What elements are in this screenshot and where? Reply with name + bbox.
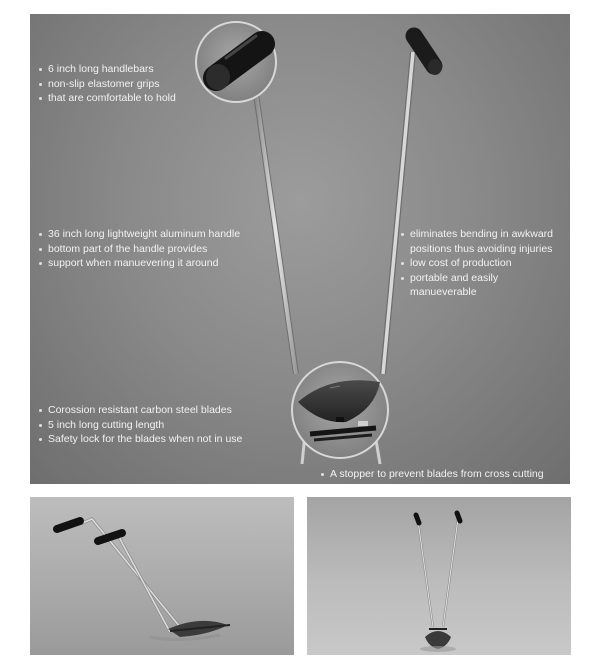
blades-callout-line: 5 inch long cutting length (38, 418, 242, 433)
blades-callout-line: Safety lock for the blades when not in use (38, 432, 242, 447)
handlebars-callout-line: 6 inch long handlebars (38, 62, 176, 77)
front-view-render (307, 497, 571, 655)
side-view-render (30, 497, 294, 655)
handle-callout (38, 227, 240, 271)
left-handle-rod (256, 94, 296, 374)
side-view-illustration (30, 497, 294, 655)
right-grip (414, 36, 442, 75)
handle-callout-line: 36 inch long lightweight aluminum handle (38, 227, 240, 242)
stopper-callout-line: A stopper to prevent blades from cross cutting (320, 467, 544, 482)
benefits-callout-line: eliminates bending in awkward positions thus avoiding injuries (400, 227, 570, 256)
right-handle-rod (383, 52, 413, 374)
blades-callout-line: Corossion resistant carbon steel blades (38, 403, 242, 418)
benefits-callout-line: portable and easily manueverable (400, 271, 520, 300)
blade-magnifier (292, 362, 388, 458)
handlebars-callout-line: non-slip elastomer grips (38, 77, 176, 92)
grip-magnifier (196, 22, 276, 102)
front-view-illustration (307, 497, 571, 655)
benefits-callout (400, 227, 570, 300)
benefits-callout-line: low cost of production (400, 256, 570, 271)
handlebars-callout (38, 62, 176, 106)
blades-callout (38, 403, 242, 447)
handle-callout-line: bottom part of the handle provides (38, 242, 240, 257)
main-product-render (30, 14, 570, 484)
handle-callout-line: support when manuevering it around (38, 256, 240, 271)
handlebars-callout-line: that are comfortable to hold (38, 91, 176, 106)
stopper-callout (320, 467, 544, 482)
